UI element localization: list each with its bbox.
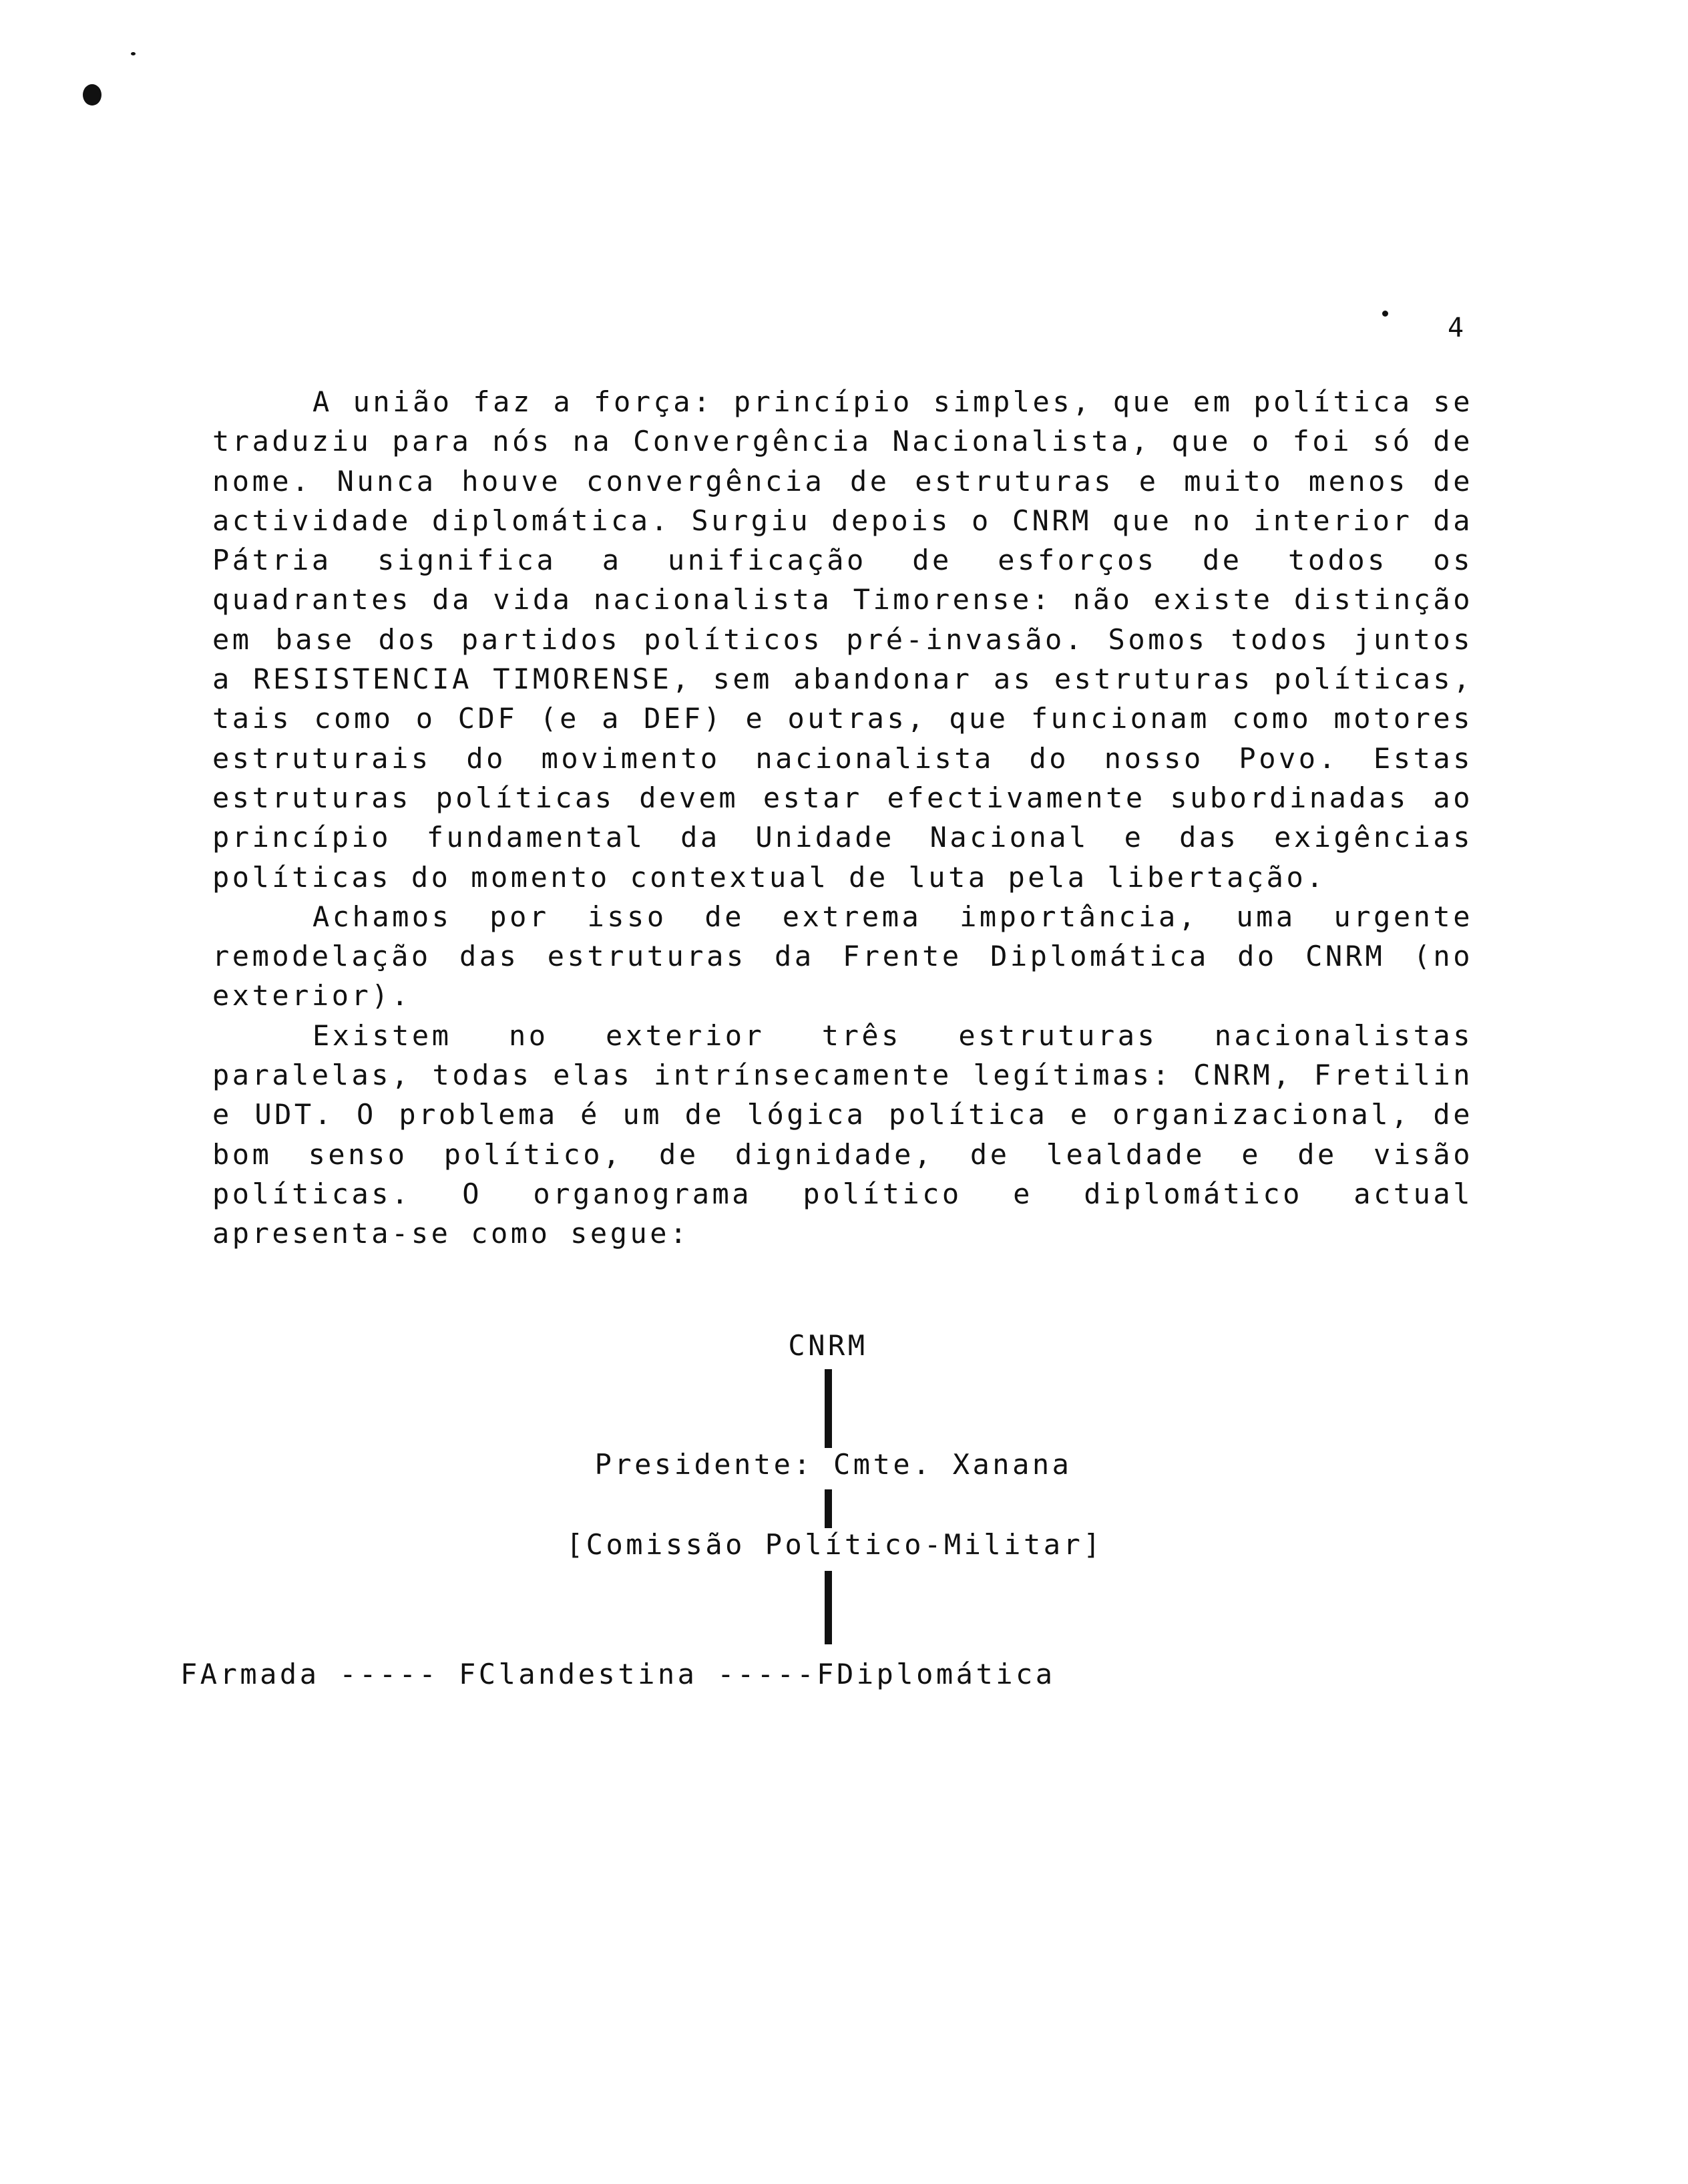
paragraph-unity: A união faz a força: princípio simples, que em política se traduziu para nós na Convergência Nacionalista, que o foi só de nome. Nunca houve convergência de estruturas e muito menos de actividade diplomática. Surgiu depois o CNRM que no interior da Pátria significa a unificação de esforços de todos os quadrantes da vida nacionalista Timorense: não existe distinção em base dos partidos políticos pré-invasão. Somos todos juntos a RESISTENCIA TIMORENSE, sem abandonar as estruturas políticas, tais como o CDF (e a DEF) e outras, que funcionam como motores estruturais do movimento nacionalista do nosso Povo. Estas estruturas políticas devem estar efectivamente subordinadas ao princípio fundamental da Unidade Nacional e das exigências políticas do momento contextual de luta pela libertação. [212,385,1473,894]
chart-bottom-row: FArmada ----- FClandestina -----FDiplomática [180,1658,1056,1690]
chart-connector [825,1489,832,1528]
scan-speck [1382,311,1388,317]
chart-connector [825,1571,832,1644]
chart-node-president: Presidente: Cmte. Xanana [594,1448,1072,1481]
chart-connector [825,1369,832,1448]
organogram [212,1329,1473,1703]
document-body [212,382,1473,1254]
page-number: 4 [1448,313,1466,343]
paragraph-structures: Existem no exterior três estruturas nacionalistas paralelas, todas elas intrínsecamente legítimas: CNRM, Fretilin e UDT. O problema é um de lógica política e organizacional, de bom senso político, de dignidade, de lealdade e de visão políticas. O organograma político e diplomático actual apresenta-se como segue: [212,1019,1473,1250]
paragraph-remodeling: Achamos por isso de extrema importância, uma urgente remodelação das estruturas da Frente Diplomática do CNRM (no exterior). [212,900,1473,1013]
scan-speck [131,52,136,55]
chart-node-cnrm: CNRM [788,1329,868,1362]
scan-speck [83,84,101,106]
chart-node-commission: [Comissão Político-Militar] [566,1528,1104,1561]
